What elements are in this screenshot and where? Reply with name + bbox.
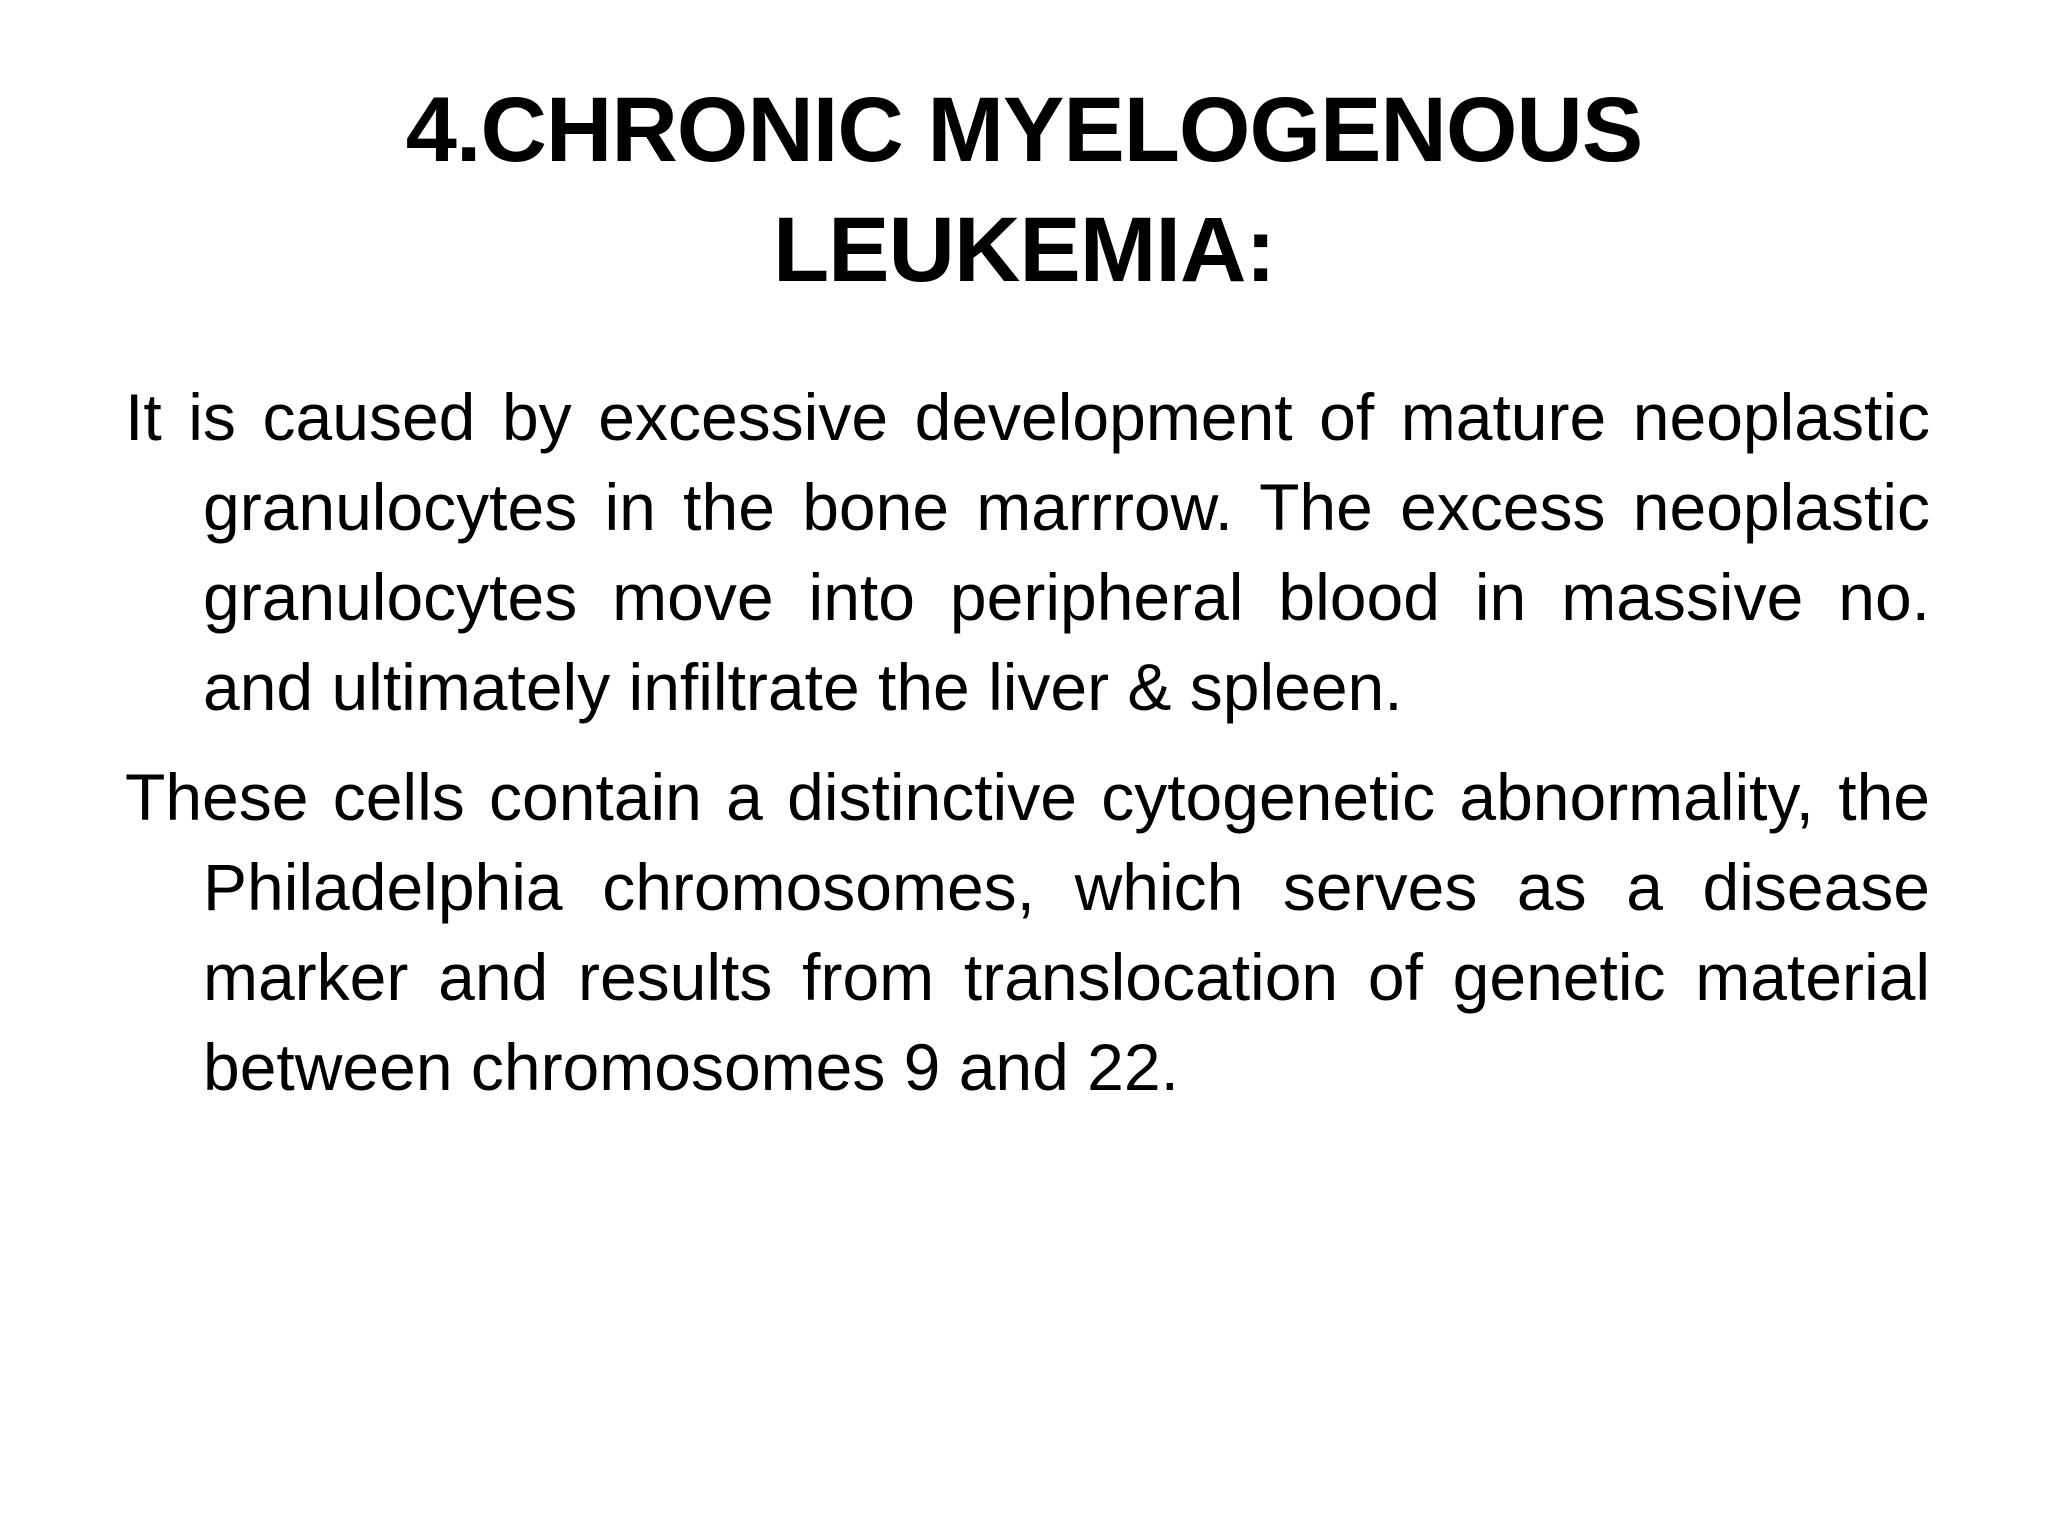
body-paragraph-philadelphia: These cells contain a distinctive cytogenetic abnormality, the Philadelphia chromosomes, which serves as a disease marker and results from translocation of genetic material between chromosomes 9 and 22. — [125, 760, 1930, 1104]
slide-title — [200, 70, 1848, 310]
slide-title-line-2: LEUKEMIA: — [772, 199, 1276, 301]
slide-body — [125, 372, 1930, 1132]
slide-title-line-1: 4.CHRONIC MYELOGENOUS — [405, 79, 1643, 181]
body-paragraph-cause: It is caused by excessive development of mature neoplastic granulocytes in the bone marrrow. The excess neoplastic granulocytes move into peripheral blood in massive no. and ultimately infiltrate the liver & spleen. — [125, 380, 1930, 724]
